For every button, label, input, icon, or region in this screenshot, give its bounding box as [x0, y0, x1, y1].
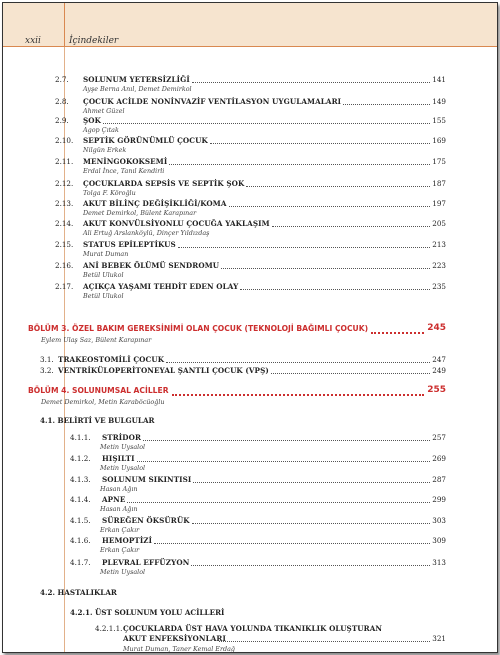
- entry-title: MENİNGOKOKSEMİ: [83, 157, 168, 166]
- leader-dots: [246, 178, 430, 187]
- entry-number: 4.2.1.1.: [95, 624, 123, 633]
- header-rule: [3, 46, 497, 47]
- entry-page: 287: [432, 475, 446, 484]
- toc-entry[interactable]: [70, 536, 446, 545]
- entry-author: Tolga F. Köroğlu: [83, 189, 136, 197]
- entry-number: 2.12.: [55, 179, 74, 188]
- chapter-title: BÖLÜM 4. SOLUNUMSAL ACİLLER: [28, 386, 169, 395]
- toc-entry[interactable]: [55, 179, 446, 188]
- entry-page: 187: [432, 179, 446, 188]
- entry-author: Betül Ulukol: [83, 271, 124, 279]
- entry-title: SÜREĞEN ÖKSÜRÜK: [102, 516, 190, 525]
- toc-entry[interactable]: [70, 433, 446, 442]
- entry-author: Hasan Ağın: [100, 505, 138, 513]
- entry-title: HIŞILTI: [102, 454, 135, 463]
- entry-author: Demet Demirkol, Bülent Karapınar: [83, 209, 197, 217]
- entry-author: Metin Uysalol: [100, 464, 146, 472]
- leader-dots: [154, 535, 430, 544]
- leader-dots: [191, 557, 430, 566]
- toc-entry[interactable]: [55, 219, 446, 228]
- entry-author: Nilgün Erkek: [83, 146, 127, 154]
- entry-number: 4.1.2.: [70, 454, 91, 463]
- entry-number: 4.1.5.: [70, 516, 91, 525]
- document-page: [2, 2, 498, 653]
- entry-number: 2.13.: [55, 199, 74, 208]
- entry-title: AÇIKÇA YAŞAMI TEHDİT EDEN OLAY: [83, 282, 239, 291]
- leader-dots: [172, 385, 424, 396]
- toc-entry[interactable]: [55, 261, 446, 270]
- leader-dots: [192, 74, 430, 83]
- entry-title: ŞOK: [83, 116, 101, 125]
- leader-dots: [169, 156, 430, 165]
- entry-number: 3.2.: [40, 366, 54, 375]
- entry-page: 269: [432, 454, 446, 463]
- entry-page: 155: [432, 116, 446, 125]
- toc-entry[interactable]: [55, 240, 446, 249]
- toc-entry[interactable]: [55, 97, 446, 106]
- entry-page: 313: [432, 558, 446, 567]
- entry-author: Erkan Çakır: [100, 526, 140, 534]
- entry-author: Ayşe Berna Anıl, Demet Demirkol: [83, 85, 192, 93]
- entry-title: VENTRİKÜLOPERİTONEYAL ŞANTLI ÇOCUK (VPŞ): [58, 366, 269, 375]
- leader-dots: [178, 239, 430, 248]
- running-title: İçindekiler: [69, 36, 119, 46]
- entry-page: 257: [432, 433, 446, 442]
- toc-entry[interactable]: [55, 282, 446, 291]
- entry-number: 4.1.3.: [70, 475, 91, 484]
- entry-title-continued: AKUT ENFEKSİYONLARI: [123, 634, 226, 643]
- entry-title: ANİ BEBEK ÖLÜMÜ SENDROMU: [83, 261, 220, 270]
- toc-entry[interactable]: [40, 366, 446, 375]
- entry-title: ÇOCUKLARDA SEPSİS VE SEPTİK ŞOK: [83, 179, 245, 188]
- entry-page: 303: [432, 516, 446, 525]
- toc-entry[interactable]: [55, 157, 446, 166]
- entry-author: Metin Uysalol: [100, 568, 146, 576]
- entry-page: 235: [432, 282, 446, 291]
- section-heading: 4.1. BELİRTİ VE BULGULAR: [40, 416, 155, 425]
- header-divider: [64, 3, 65, 47]
- leader-dots: [219, 633, 430, 642]
- entry-title: PLEVRAL EFFÜZYON: [102, 558, 190, 567]
- entry-page: 223: [432, 261, 446, 270]
- entry-title: STRİDOR: [102, 433, 142, 442]
- toc-entry[interactable]: [70, 475, 446, 484]
- entry-number: 2.9.: [55, 116, 69, 125]
- page-number: xxii: [25, 36, 41, 46]
- toc-entry[interactable]: [70, 454, 446, 463]
- entry-title: AKUT KONVÜLSİYONLU ÇOCUĞA YAKLAŞIM: [83, 219, 270, 228]
- leader-dots: [210, 135, 430, 144]
- toc-entry[interactable]: [55, 199, 446, 208]
- entry-number: 2.8.: [55, 97, 69, 106]
- leader-dots: [137, 453, 430, 462]
- entry-title: ÇOCUKLARDA ÜST HAVA YOLUNDA TIKANIKLIK OLUŞTURAN: [123, 624, 383, 633]
- leader-dots: [371, 323, 424, 334]
- chapter-title: BÖLÜM 3. ÖZEL BAKIM GEREKSİNİMİ OLAN ÇOCUK (TEKNOLOJİ BAĞIMLI ÇOCUK): [28, 324, 369, 333]
- entry-author: Erdal İnce, Tanıl Kendirli: [83, 167, 165, 175]
- entry-title: APNE: [102, 495, 126, 504]
- entry-author: Betül Ulukol: [83, 292, 124, 300]
- entry-page: 175: [432, 157, 446, 166]
- section-heading: 4.2. HASTALIKLAR: [40, 588, 117, 597]
- chapter-page: 255: [427, 385, 446, 395]
- entry-page: 249: [432, 366, 446, 375]
- subsection-heading: 4.2.1. ÜST SOLUNUM YOLU ACİLLERİ: [70, 608, 225, 617]
- entry-page: 299: [432, 495, 446, 504]
- leader-dots: [221, 260, 430, 269]
- leader-dots: [240, 281, 430, 290]
- entry-title: HEMOPTİZİ: [102, 536, 153, 545]
- entry-number: 2.7.: [55, 75, 69, 84]
- chapter-3-heading[interactable]: [28, 324, 446, 335]
- entry-title: SOLUNUM SIKINTISI: [102, 475, 192, 484]
- entry-author: Eylem Ulaş Saz, Bülent Karapınar: [41, 336, 152, 344]
- toc-entry[interactable]: [55, 116, 446, 125]
- leader-dots: [193, 474, 430, 483]
- toc-entry[interactable]: [70, 558, 446, 567]
- entry-page: 247: [432, 355, 446, 364]
- toc-entry[interactable]: [70, 516, 446, 525]
- leader-dots: [271, 365, 430, 374]
- entry-page: 141: [432, 75, 446, 84]
- entry-author: Ali Ertuğ Arslanköylü, Dinçer Yıldızdaş: [83, 229, 210, 237]
- toc-entry[interactable]: [55, 75, 446, 84]
- entry-title: ÇOCUK ACİLDE NONİNVAZİF VENTİLASYON UYGULAMALARI: [83, 97, 342, 106]
- leader-dots: [127, 494, 430, 503]
- entry-number: 2.11.: [55, 157, 74, 166]
- entry-number: 4.1.6.: [70, 536, 91, 545]
- entry-author: Erkan Çakır: [100, 546, 140, 554]
- entry-author: Hasan Ağın: [100, 485, 138, 493]
- entry-number: 2.10.: [55, 136, 74, 145]
- leader-dots: [103, 115, 430, 124]
- toc-entry[interactable]: [95, 624, 446, 644]
- entry-number: 4.1.1.: [70, 433, 91, 442]
- entry-page: 197: [432, 199, 446, 208]
- entry-number: 4.1.7.: [70, 558, 91, 567]
- entry-author: Ahmet Güzel: [83, 107, 125, 115]
- leader-dots: [143, 432, 430, 441]
- entry-author: Agop Çıtak: [83, 126, 119, 134]
- toc-entry[interactable]: [40, 355, 446, 364]
- entry-page: 321: [432, 634, 446, 643]
- entry-page: 309: [432, 536, 446, 545]
- leader-dots: [272, 218, 430, 227]
- toc-entry[interactable]: [55, 136, 446, 145]
- entry-title: STATUS EPİLEPTİKUS: [83, 240, 176, 249]
- chapter-4-heading[interactable]: [28, 386, 446, 397]
- entry-number: 2.17.: [55, 282, 74, 291]
- entry-title: SOLUNUM YETERSİZLİĞİ: [83, 75, 190, 84]
- entry-page: 169: [432, 136, 446, 145]
- entry-page: 149: [432, 97, 446, 106]
- entry-number: 4.1.4.: [70, 495, 91, 504]
- entry-author: Murat Duman: [83, 250, 129, 258]
- leader-dots: [192, 515, 430, 524]
- leader-dots: [229, 198, 430, 207]
- toc-entry[interactable]: [70, 495, 446, 504]
- page-header: [3, 3, 497, 47]
- entry-title: AKUT BİLİNÇ DEĞİŞİKLİĞİ/KOMA: [83, 199, 227, 208]
- leader-dots: [343, 96, 430, 105]
- entry-author: Demet Demirkol, Metin Karaböcüoğlu: [41, 398, 165, 406]
- entry-number: 2.14.: [55, 219, 74, 228]
- entry-number: 2.16.: [55, 261, 74, 270]
- entry-page: 213: [432, 240, 446, 249]
- entry-title: SEPTİK GÖRÜNÜMLÜ ÇOCUK: [83, 136, 208, 145]
- leader-dots: [166, 354, 430, 363]
- chapter-page: 245: [427, 323, 446, 333]
- entry-number: 3.1.: [40, 355, 54, 364]
- entry-author: Metin Uysalol: [100, 443, 146, 451]
- entry-page: 205: [432, 219, 446, 228]
- entry-author: Murat Duman, Taner Kemal Erdağ: [123, 645, 236, 653]
- entry-number: 2.15.: [55, 240, 74, 249]
- entry-title: TRAKEOSTOMİLİ ÇOCUK: [58, 355, 165, 364]
